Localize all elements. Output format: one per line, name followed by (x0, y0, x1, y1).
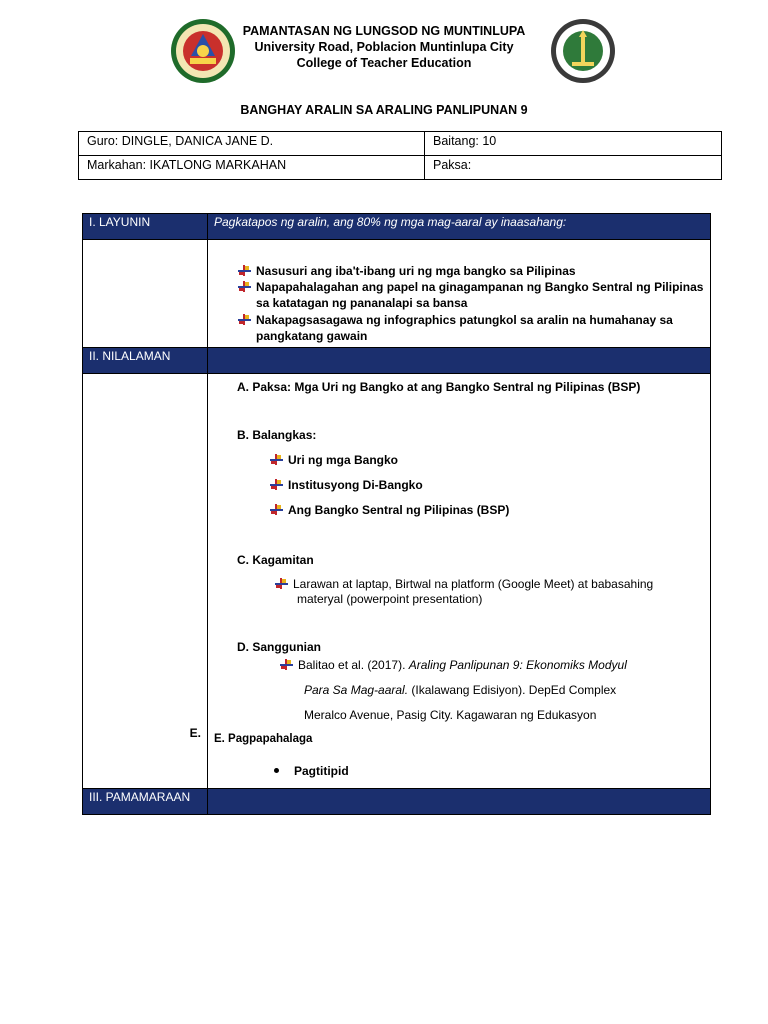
balangkas-item-1: Uri ng mga Bangko (270, 453, 398, 467)
nilalaman-label: II. NILALAMAN (89, 349, 171, 363)
bullet-flag-icon (270, 454, 283, 465)
kagamitan-heading: C. Kagamitan (237, 553, 314, 567)
kagamitan-line-2: materyal (powerpoint presentation) (297, 592, 483, 606)
bullet-flag-icon (280, 659, 293, 670)
college-name: College of Teacher Education (296, 56, 472, 70)
pamamaraan-label-cell (83, 789, 208, 815)
bullet-dot-icon (274, 768, 279, 773)
pagpapahalaga-letter: E. (189, 726, 201, 740)
guro-cell: Guro: DINGLE, DANICA JANE D. (79, 132, 425, 156)
sanggunian-line-3: Meralco Avenue, Pasig City. Kagawaran ng Edukasyon (304, 708, 597, 722)
sanggunian-line-1: Balitao et al. (2017). Araling Panlipunan 9: Ekonomiks Modyul (280, 658, 627, 672)
balangkas-item-2: Institusyong Di-Bangko (270, 478, 423, 492)
layunin-items-cell (208, 240, 711, 348)
university-name: PAMANTASAN NG LUNGSOD NG MUNTINLUPA (242, 24, 526, 38)
balangkas-item-3: Ang Bangko Sentral ng Pilipinas (BSP) (270, 503, 509, 517)
pagpapahalaga-item: Pagtitipid (274, 764, 349, 778)
layunin-item-3: Nakapagsasagawa ng infographics patungkol sa aralin na humahanay sa (238, 313, 673, 327)
sanggunian-line-2: Para Sa Mag-aaral. (Ikalawang Edisiyon). DepEd Complex (304, 683, 617, 697)
baitang-cell: Baitang: 10 (425, 132, 722, 156)
nilalaman-bar-cell (208, 348, 711, 374)
layunin-item-1: Nasusuri ang iba't-ibang uri ng mga bangko sa Pilipinas (238, 264, 576, 278)
layunin-label-cell (83, 214, 208, 240)
lesson-plan-table (82, 213, 711, 815)
document-title: BANGHAY ARALIN SA ARALING PANLIPUNAN 9 (240, 103, 528, 117)
balangkas-heading: B. Balangkas: (237, 428, 317, 442)
nilalaman-left-cell (83, 374, 208, 789)
paksa-cell: Paksa: (425, 156, 722, 180)
pamamaraan-bar-cell (208, 789, 711, 815)
layunin-label: I. LAYUNIN (89, 215, 151, 229)
bullet-flag-icon (275, 578, 288, 589)
layunin-item-2: Napapahalagahan ang papel na ginagampanan ng Bangko Sentral ng Pilipinas (238, 280, 703, 294)
pagpapahalaga-heading: E. Pagpapahalaga (214, 733, 313, 745)
sanggunian-heading: D. Sanggunian (237, 640, 321, 654)
bullet-flag-icon (238, 314, 251, 325)
kagamitan-line-1: Larawan at laptap, Birtwal na platform (Google Meet) at babasahing (275, 577, 653, 591)
bullet-flag-icon (238, 265, 251, 276)
bullet-flag-icon (238, 281, 251, 292)
pamamaraan-label: III. PAMAMARAAN (89, 790, 191, 804)
layunin-empty-cell (83, 240, 208, 348)
layunin-item-3-cont: pangkatang gawain (256, 329, 368, 343)
nilalaman-paksa: A. Paksa: Mga Uri ng Bangko at ang Bangko Sentral ng Pilipinas (BSP) (237, 380, 641, 394)
info-table (78, 131, 722, 180)
layunin-intro: Pagkatapos ng aralin, ang 80% ng mga mag-aaral ay inaasahang: (214, 215, 567, 229)
markahan-cell: Markahan: IKATLONG MARKAHAN (79, 156, 425, 180)
university-address: University Road, Poblacion Muntinlupa City (254, 40, 514, 54)
layunin-intro-cell (208, 214, 711, 240)
nilalaman-content-cell (208, 374, 711, 789)
bullet-flag-icon (270, 504, 283, 515)
nilalaman-label-cell (83, 348, 208, 374)
layunin-item-2-cont: sa katatagan ng pananalapi sa bansa (256, 296, 468, 310)
bullet-flag-icon (270, 479, 283, 490)
